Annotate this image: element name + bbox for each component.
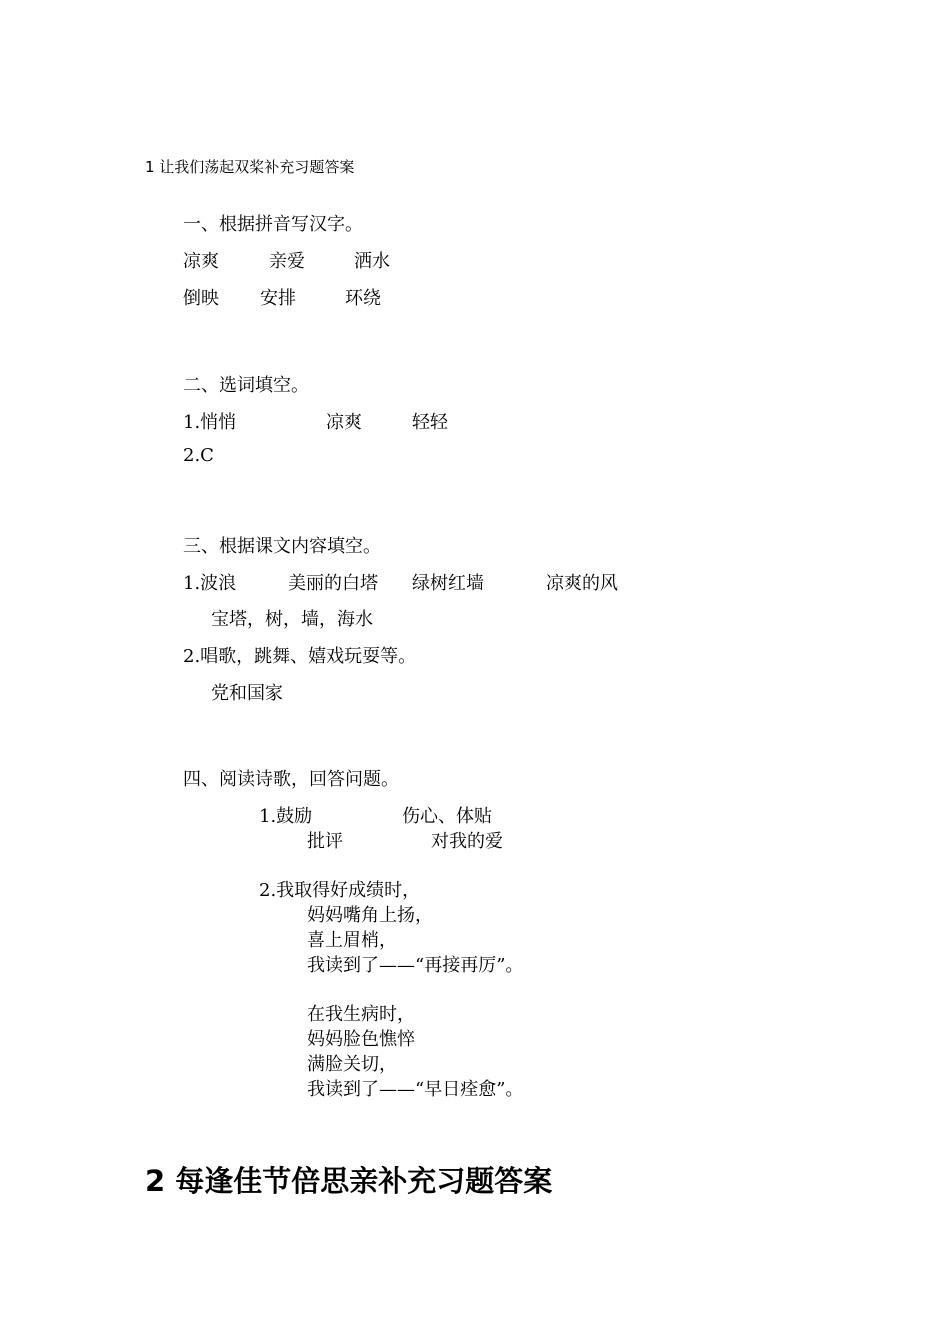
answer-word: 凉爽的风: [546, 573, 618, 594]
answer-word: 对我的爱: [431, 831, 503, 852]
answer-word: 1.波浪: [183, 573, 237, 594]
poem-line: 我读到了——“早日痊愈”。: [307, 1079, 524, 1100]
answer-word: 凉爽: [183, 251, 219, 272]
poem-line: 2.我取得好成绩时，: [259, 880, 421, 901]
poem-line: 在我生病时，: [307, 1004, 415, 1025]
answer-word: 伤心、体贴: [402, 806, 492, 827]
answer-word: 1.悄悄: [183, 412, 237, 433]
answer-word: 凉爽: [326, 412, 362, 433]
answer-line: 2.C: [183, 445, 214, 466]
answer-word: 批评: [307, 831, 343, 852]
answer-line: 党和国家: [211, 683, 283, 704]
answer-word: 环绕: [345, 288, 381, 309]
answer-line: 宝塔，树，墙，海水: [211, 609, 373, 630]
document-title: 1 让我们荡起双桨补充习题答案: [145, 158, 355, 176]
poem-line: 妈妈脸色憔悴: [307, 1029, 415, 1050]
section3-heading: 三、根据课文内容填空。: [183, 536, 381, 557]
answer-word: 1.鼓励: [259, 806, 313, 827]
answer-word: 倒映: [183, 288, 219, 309]
answer-word: 轻轻: [412, 412, 448, 433]
section2-heading: 二、选词填空。: [183, 375, 309, 396]
answer-word: 安排: [260, 288, 296, 309]
next-chapter-title: 2 每逢佳节倍思亲补充习题答案: [145, 1164, 553, 1198]
answer-word: 绿树红墙: [412, 573, 484, 594]
answer-word: 亲爱: [269, 251, 305, 272]
answer-line: 2.唱歌，跳舞、嬉戏玩耍等。: [183, 646, 417, 667]
answer-word: 洒水: [354, 251, 390, 272]
section1-heading: 一、根据拼音写汉字。: [183, 214, 363, 235]
poem-line: 我读到了——“再接再厉”。: [307, 955, 524, 976]
poem-line: 喜上眉梢，: [307, 930, 397, 951]
poem-line: 满脸关切，: [307, 1054, 397, 1075]
poem-line: 妈妈嘴角上扬，: [307, 905, 433, 926]
answer-word: 美丽的白塔: [288, 573, 378, 594]
section4-heading: 四、阅读诗歌，回答问题。: [183, 769, 399, 790]
